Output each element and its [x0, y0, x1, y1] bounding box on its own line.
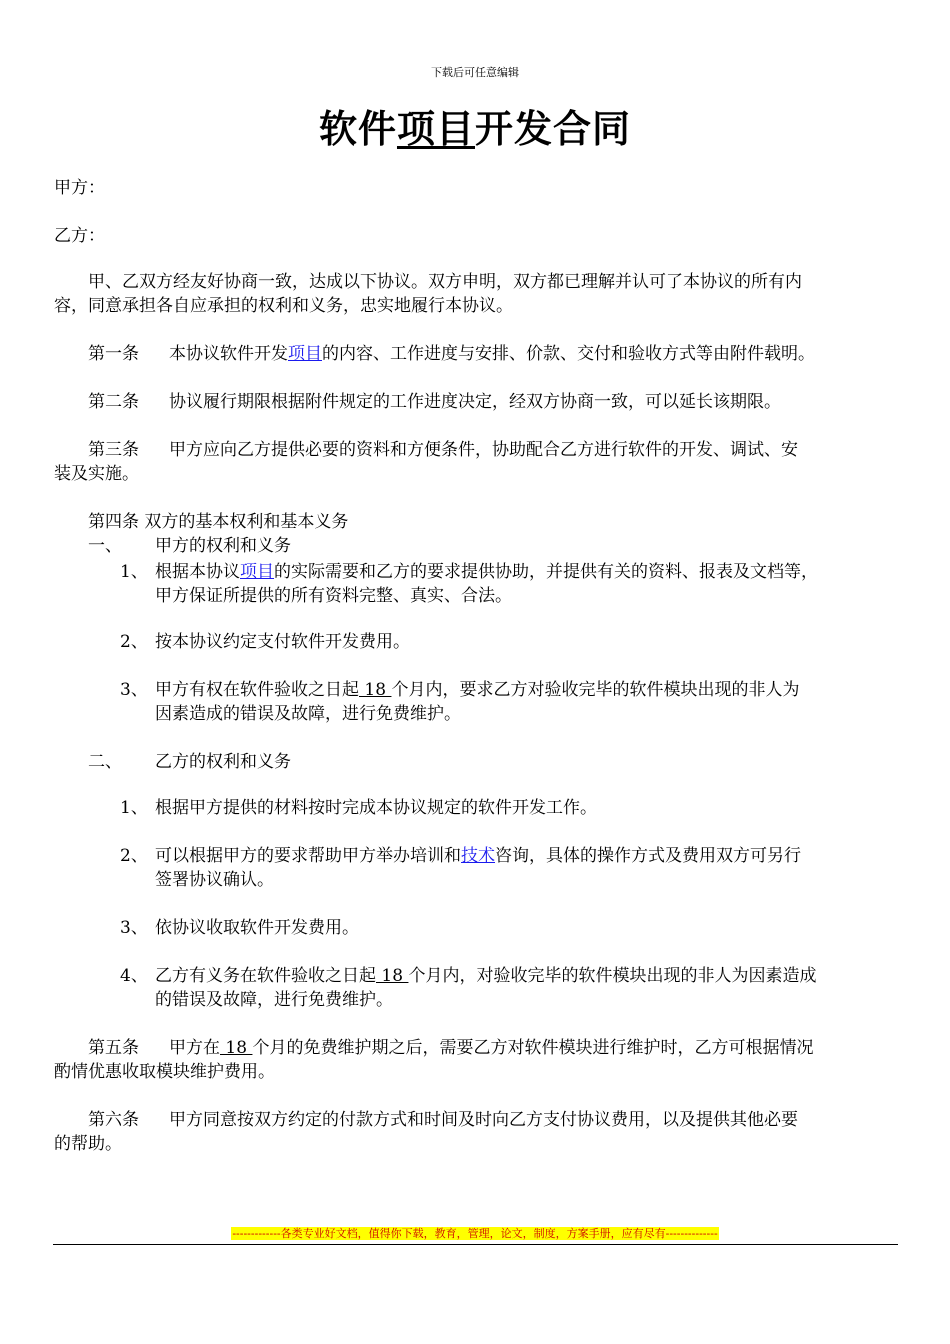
article-6-line-1: [88, 1108, 798, 1132]
section-2-title: 乙方的权利和义务: [155, 752, 291, 772]
article-5-line-2: 酌情优惠收取模块维护费用。: [54, 1062, 275, 1082]
item-b1-text: 根据甲方提供的材料按时完成本协议规定的软件开发工作。: [155, 798, 597, 818]
article-2-number: 第二条: [88, 392, 139, 412]
section-1-title: 甲方的权利和义务: [155, 536, 291, 556]
item-b4-line-2: 的错误及故障，进行免费维护。: [155, 990, 393, 1010]
article-6-number: 第六条: [88, 1110, 139, 1130]
article-1-text-pre: 本协议软件开发: [169, 344, 288, 364]
item-b1-number: 1、: [120, 798, 148, 818]
article-5-text-pre: 甲方在: [169, 1038, 220, 1058]
item-b2-number: 2、: [120, 846, 148, 866]
footer-banner: [0, 1226, 950, 1242]
item-a3-months: 18: [359, 680, 392, 700]
article-2: [88, 390, 781, 414]
article-1-link[interactable]: 项目: [288, 344, 322, 364]
item-b4-text-pre: 乙方有义务在软件验收之日起: [155, 966, 376, 986]
item-a1-line-2: 甲方保证所提供的所有资料完整、真实、合法。: [155, 586, 512, 606]
article-3-line-2: 装及实施。: [54, 464, 139, 484]
footer-divider: [53, 1244, 898, 1245]
article-1-text-post: 的内容、工作进度与安排、价款、交付和验收方式等由附件载明。: [322, 344, 815, 364]
item-a1-link[interactable]: 项目: [240, 562, 274, 582]
item-a1-text-pre: 根据本协议: [155, 562, 240, 582]
header-note: 下载后可任意编辑: [431, 66, 519, 79]
party-b-label: 乙方：: [54, 226, 105, 246]
intro-line-1: 甲、乙双方经友好协商一致，达成以下协议。双方申明，双方都已理解并认可了本协议的所有内: [88, 272, 802, 292]
item-b4-number: 4、: [120, 966, 148, 986]
item-a3-text-pre: 甲方有权在软件验收之日起: [155, 680, 359, 700]
item-b2-text-pre: 可以根据甲方的要求帮助甲方举办培训和: [155, 846, 461, 866]
article-2-text: 协议履行期限根据附件规定的工作进度决定，经双方协商一致，可以延长该期限。: [169, 392, 781, 412]
item-b2-line-2: 签署协议确认。: [155, 870, 274, 890]
article-1-number: 第一条: [88, 344, 139, 364]
item-b4-line-1: [155, 964, 816, 988]
article-6-line-2: 的帮助。: [54, 1134, 122, 1154]
item-b4-months: 18: [376, 966, 409, 986]
article-5-line-1: [88, 1036, 813, 1060]
article-4-heading: 第四条 双方的基本权利和基本义务: [88, 512, 349, 532]
item-a3-line-2: 因素造成的错误及故障，进行免费维护。: [155, 704, 461, 724]
article-3-text-1: 甲方应向乙方提供必要的资料和方便条件，协助配合乙方进行软件的开发、调试、安: [169, 440, 798, 460]
party-a-label: 甲方：: [54, 178, 105, 198]
item-b2-text-post: 咨询，具体的操作方式及费用双方可另行: [495, 846, 801, 866]
title-underlined: 项目: [396, 107, 475, 151]
article-3-number: 第三条: [88, 440, 139, 460]
item-a1-text-post: 的实际需要和乙方的要求提供协助，并提供有关的资料、报表及文档等，: [274, 562, 818, 582]
article-5-months: 18: [220, 1038, 253, 1058]
article-6-text-1: 甲方同意按双方约定的付款方式和时间及时向乙方支付协议费用，以及提供其他必要: [169, 1110, 798, 1130]
intro-line-2: 容，同意承担各自应承担的权利和义务，忠实地履行本协议。: [54, 296, 513, 316]
item-a3-line-1: [155, 678, 799, 702]
item-b2-link[interactable]: 技术: [461, 846, 495, 866]
document-title: [0, 104, 950, 154]
item-a1-line-1: [155, 560, 818, 584]
article-5-number: 第五条: [88, 1038, 139, 1058]
item-a1-number: 1、: [120, 562, 148, 582]
article-3-line-1: [88, 438, 798, 462]
article-1: [88, 342, 815, 366]
item-b2-line-1: [155, 844, 801, 868]
title-pre: 软件: [318, 107, 397, 151]
item-a3-text-post: 个月内，要求乙方对验收完毕的软件模块出现的非人为: [391, 680, 800, 700]
item-b3-text: 依协议收取软件开发费用。: [155, 918, 359, 938]
item-a2-text: 按本协议约定支付软件开发费用。: [155, 632, 410, 652]
section-2-number: 二、: [88, 752, 122, 772]
item-a3-number: 3、: [120, 680, 148, 700]
item-b3-number: 3、: [120, 918, 148, 938]
section-1-number: 一、: [88, 536, 122, 556]
item-b4-text-post: 个月内，对验收完毕的软件模块出现的非人为因素造成: [408, 966, 817, 986]
footer-banner-text: -------------各类专业好文档，值得你下载，教育，管理，论文，制度，方案手册，应有尽有--------------: [232, 1227, 718, 1240]
item-a2-number: 2、: [120, 632, 148, 652]
title-post: 开发合同: [475, 107, 632, 151]
article-5-text-post: 个月的免费维护期之后，需要乙方对软件模块进行维护时，乙方可根据情况: [252, 1038, 814, 1058]
